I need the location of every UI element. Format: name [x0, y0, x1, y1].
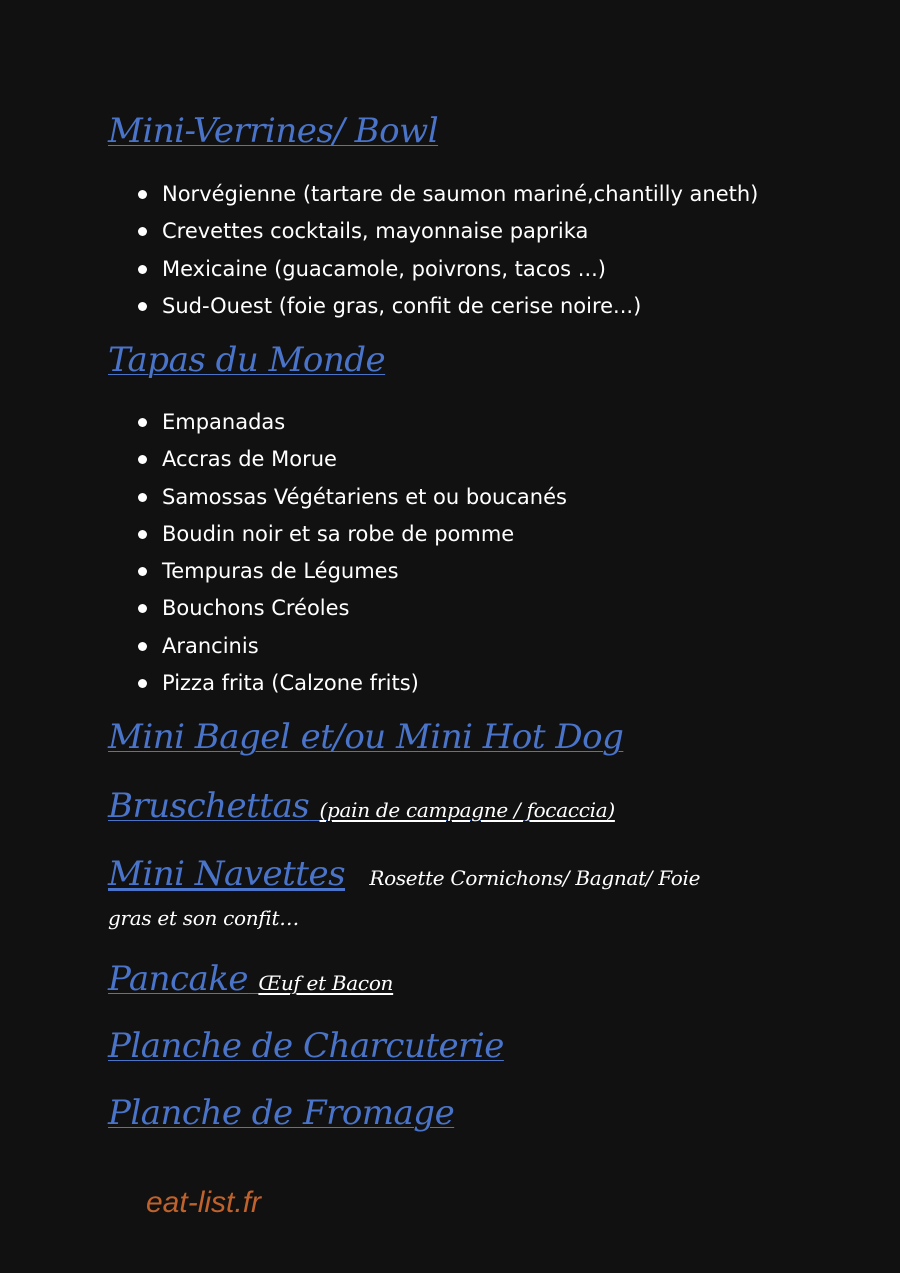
pancake-heading: Pancake [108, 959, 249, 999]
list-item [132, 590, 567, 627]
tapas-heading: Tapas du Monde [108, 340, 386, 380]
list-item [132, 213, 758, 250]
navettes-detail: Rosette Cornichons/ Bagnat/ Foie [369, 866, 701, 890]
bullet-icon [138, 530, 147, 539]
bullet-icon [138, 493, 147, 502]
list-item-text: Boudin noir et sa robe de pomme [162, 521, 515, 546]
list-item [132, 251, 758, 288]
bullet-icon [138, 567, 147, 576]
list-item-text: Sud-Ouest (foie gras, confit de cerise noire...) [162, 293, 642, 318]
bullet-icon [138, 642, 147, 651]
list-item [132, 516, 567, 553]
bruschettas-detail: (pain de campagne / focaccia) [319, 798, 615, 822]
list-item [132, 665, 567, 702]
verrines-heading: Mini-Verrines/ Bowl [108, 111, 439, 151]
bullet-icon [138, 302, 147, 311]
list-item-text: Empanadas [162, 410, 286, 434]
list-item [132, 176, 758, 213]
bullet-icon [138, 604, 147, 613]
list-item-text: Samossas Végétariens et ou boucanés [162, 484, 567, 509]
list-item-text: Norvégienne (tartare de saumon mariné,chantilly aneth) [162, 182, 759, 206]
source-watermark: eat-list.fr [146, 1186, 262, 1219]
tapas-list [132, 404, 567, 702]
bullet-icon [138, 455, 147, 464]
list-item [132, 404, 567, 441]
list-item-text: Accras de Morue [162, 447, 337, 472]
pancake-detail: Œuf et Bacon [258, 971, 394, 995]
bruschettas-heading: Bruschettas [108, 786, 310, 826]
list-item-text: Mexicaine (guacamole, poivrons, tacos ...) [162, 256, 607, 281]
bullet-icon [138, 679, 147, 688]
verrines-list [132, 176, 758, 325]
bullet-icon [138, 418, 147, 427]
list-item-text: Arancinis [162, 633, 259, 658]
list-item-text: Crevettes cocktails, mayonnaise paprika [162, 219, 589, 244]
list-item-text: Pizza frita (Calzone frits) [162, 671, 419, 696]
list-item [132, 288, 758, 325]
list-item [132, 628, 567, 665]
bullet-icon [138, 227, 147, 236]
list-item-text: Tempuras de Légumes [162, 559, 399, 584]
pancake-line [108, 959, 394, 999]
bullet-icon [138, 190, 147, 199]
bullet-icon [138, 265, 147, 274]
list-item [132, 553, 567, 590]
list-item [132, 479, 567, 516]
navettes-heading: Mini Navettes [108, 854, 346, 894]
charcuterie-heading: Planche de Charcuterie [108, 1026, 504, 1066]
bruschettas-line [108, 786, 615, 826]
bagel-heading: Mini Bagel et/ou Mini Hot Dog [108, 717, 624, 757]
list-item-text: Bouchons Créoles [162, 596, 350, 621]
navettes-detail-continued: gras et son confit… [108, 906, 299, 930]
navettes-line [108, 854, 701, 894]
fromage-heading: Planche de Fromage [108, 1093, 455, 1133]
list-item [132, 441, 567, 478]
